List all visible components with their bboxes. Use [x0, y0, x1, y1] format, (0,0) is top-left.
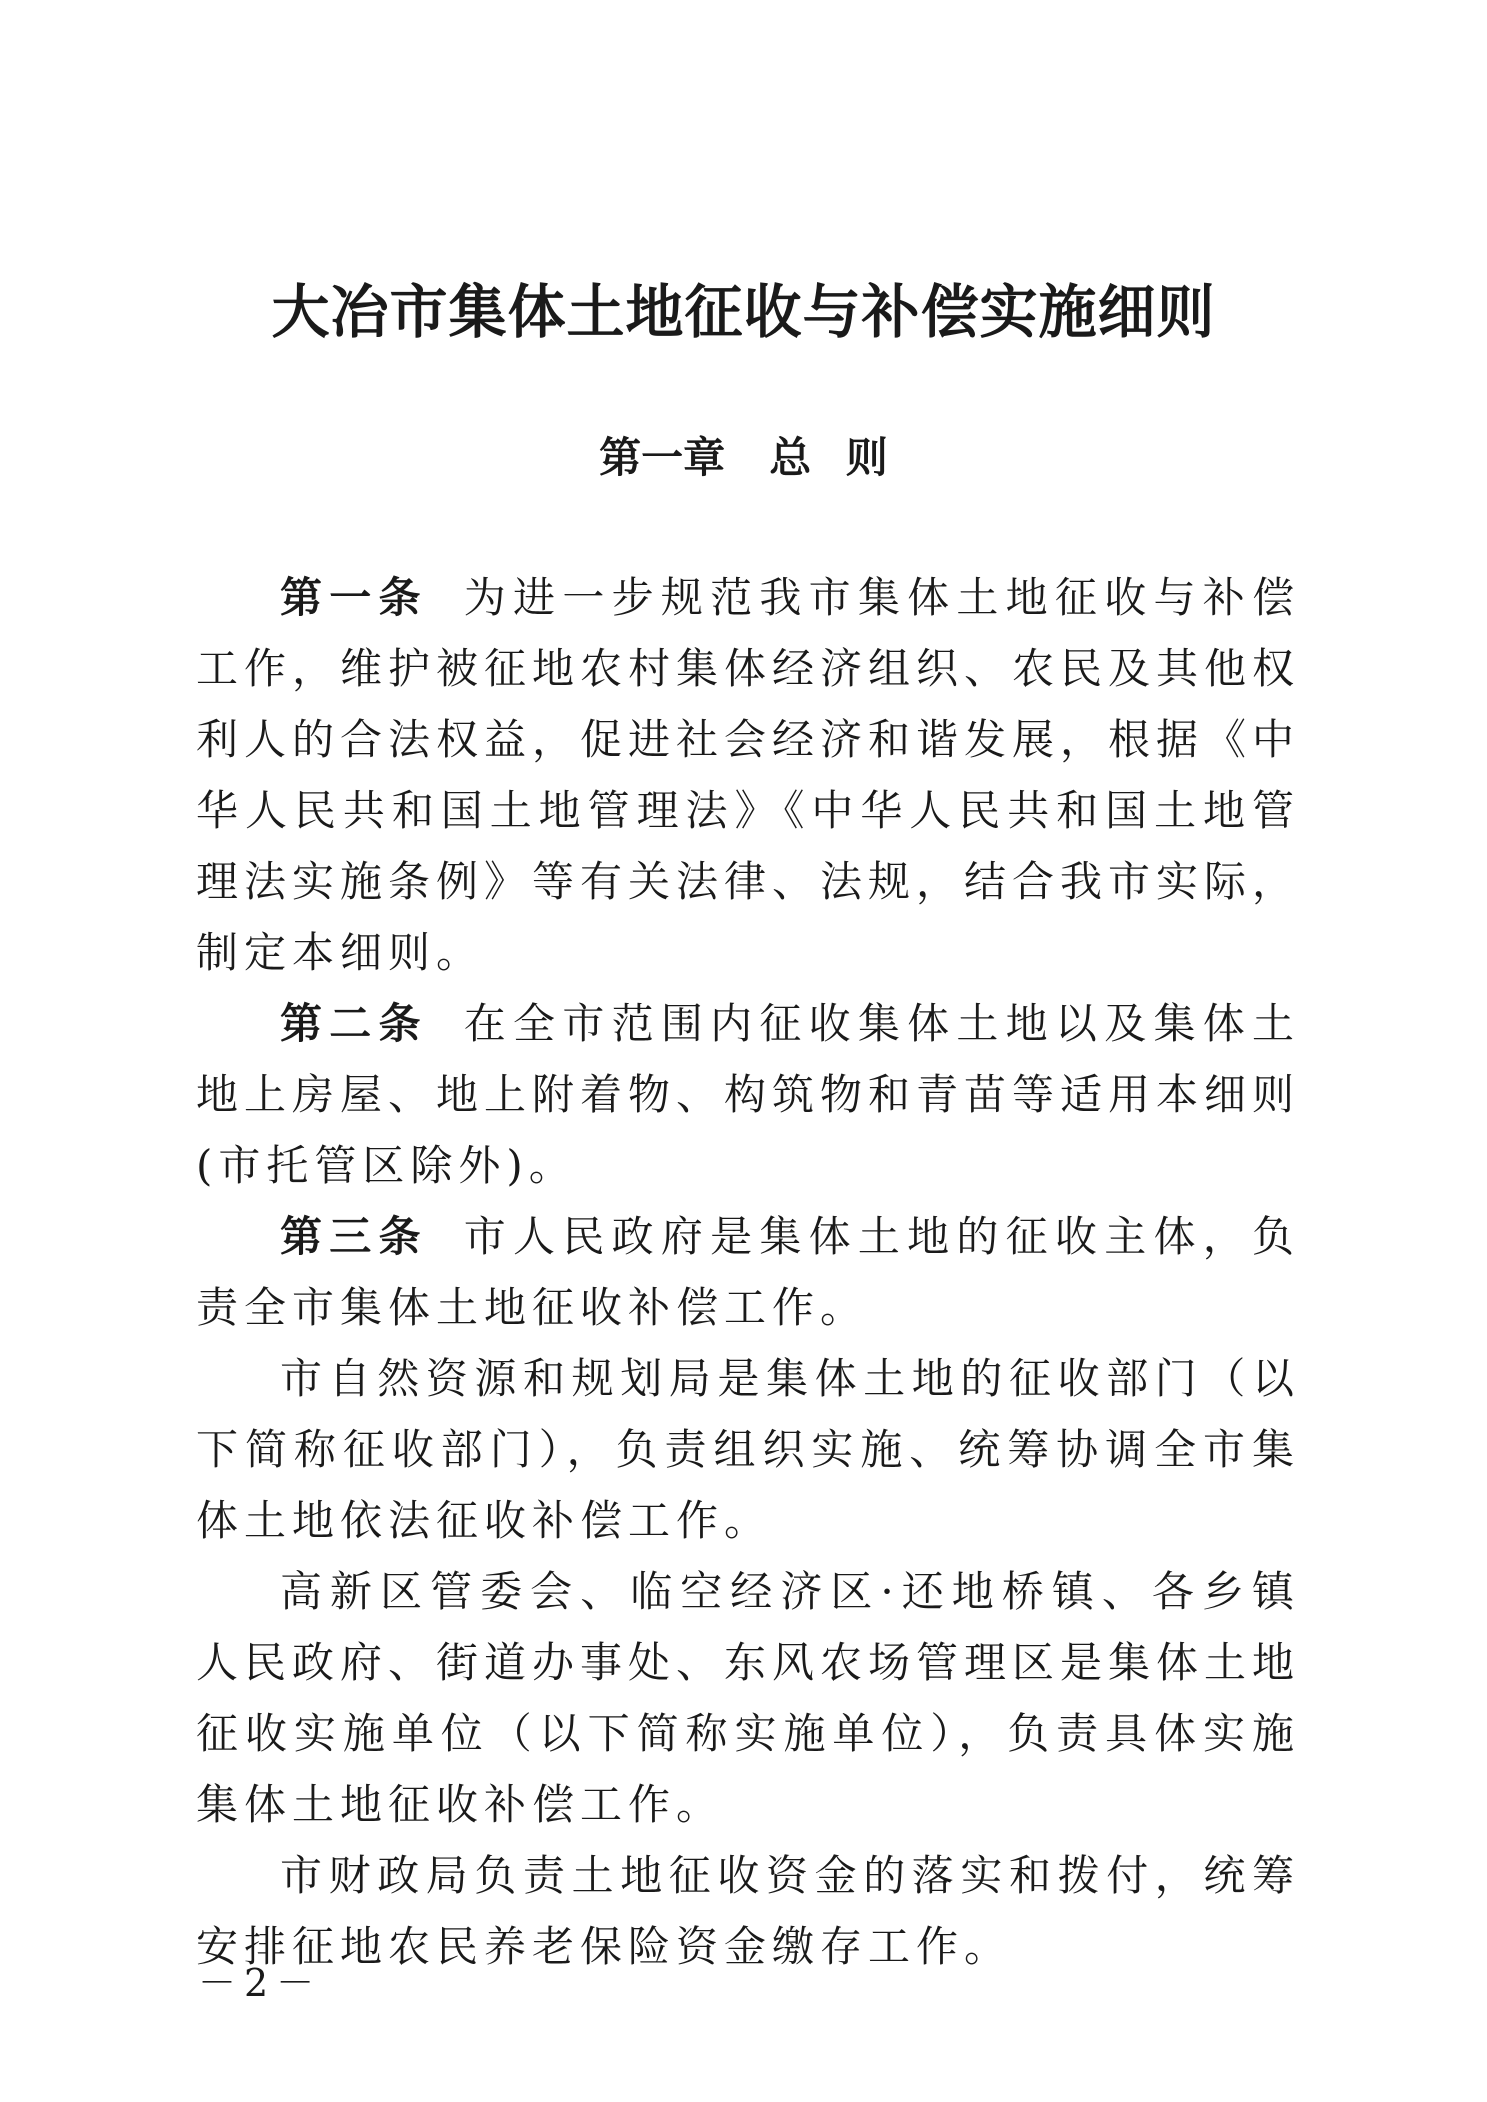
article-paragraph — [196, 562, 1300, 988]
paragraph-text: 市自然资源和规划局是集体土地的征收部门（以下简称征收部门），负责组织实施、统筹协调全市集体土地依法征收补偿工作。 — [196, 1354, 1300, 1545]
page-number: －2－ — [198, 1961, 323, 2005]
article-text: 在全市范围内征收集体土地以及集体土地上房屋、地上附着物、构筑物和青苗等适用本细则(市托管区除外)。 — [196, 999, 1301, 1190]
paragraph-text: 高新区管委会、临空经济区·还地桥镇、各乡镇人民政府、街道办事处、东风农场管理区是集体土地征收实施单位（以下简称实施单位），负责具体实施集体土地征收补偿工作。 — [196, 1567, 1301, 1829]
article-paragraph — [196, 988, 1300, 1201]
article-paragraph — [196, 1201, 1300, 1343]
body-paragraph — [196, 1343, 1300, 1556]
document-title: 大冶市集体土地征收与补偿实施细则 — [271, 278, 1216, 346]
paragraph-text: 市财政局负责土地征收资金的落实和拨付，统筹安排征地农民养老保险资金缴存工作。 — [196, 1851, 1300, 1971]
chapter-name: 总 则 — [769, 433, 888, 482]
article-number: 第二条 — [280, 999, 428, 1048]
chapter-number: 第一章 — [599, 433, 726, 482]
article-text: 为进一步规范我市集体土地征收与补偿工作，维护被征地农村集体经济组织、农民及其他权利人的合法权益，促进社会经济和谐发展，根据《中华人民共和国土地管理法》《中华人民共和国土地管理法实施条例》等有关法律、法规，结合我市实际，制定本细则。 — [196, 573, 1301, 977]
article-text: 市人民政府是集体土地的征收主体，负责全市集体土地征收补偿工作。 — [196, 1212, 1300, 1332]
article-number: 第三条 — [280, 1212, 428, 1261]
body-paragraph — [196, 1556, 1300, 1840]
body-paragraph — [196, 1840, 1300, 1982]
article-number: 第一条 — [280, 573, 428, 622]
chapter-heading — [0, 428, 1487, 488]
document-body — [196, 562, 1300, 1982]
